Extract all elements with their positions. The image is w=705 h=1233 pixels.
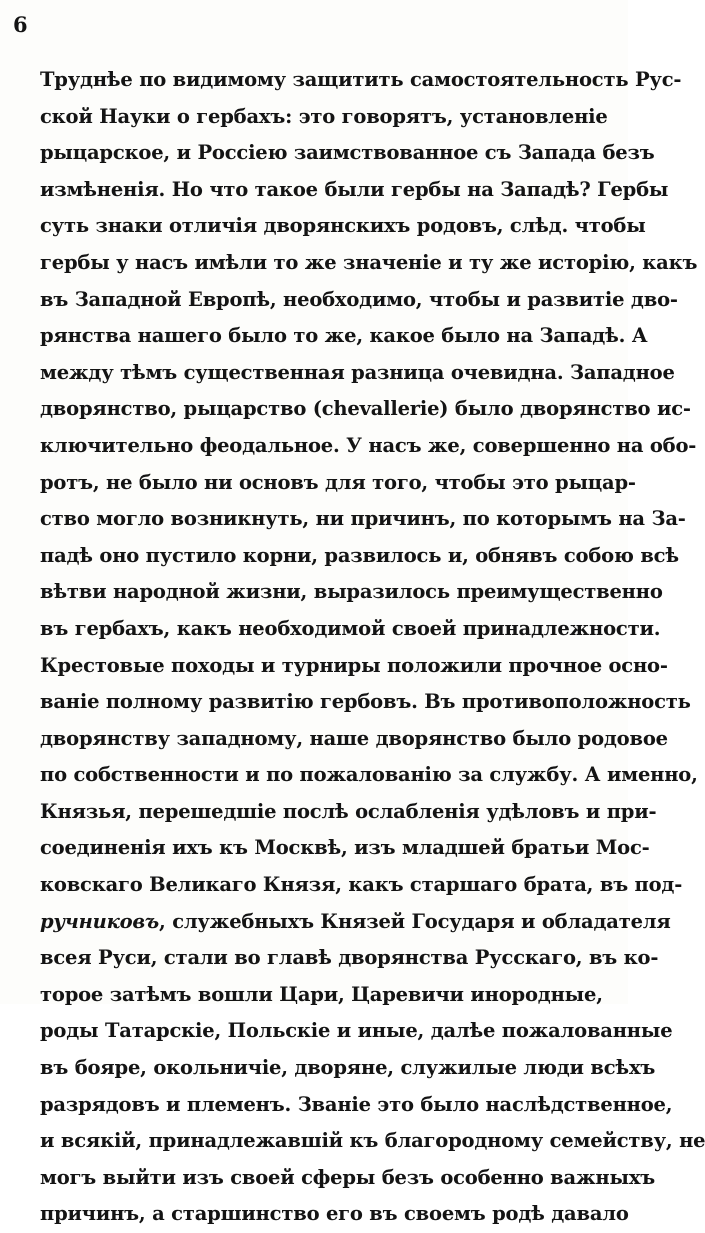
text-line-mixed bbox=[40, 904, 671, 941]
text-line: ключительно феодальное. У насъ же, совершенно на обо- bbox=[40, 433, 697, 457]
text-line: роды Татарскіе, Польскіе и иные, далѣе пожалованные bbox=[40, 1019, 673, 1043]
text-line: дворянство, рыцарство (chevallerie) было дворянство ис- bbox=[40, 397, 691, 421]
text-line: ваніе полному развитію гербовъ. Въ противоположность bbox=[40, 690, 691, 714]
text-line: измѣненія. Но что такое были гербы на Западѣ? Гербы bbox=[40, 177, 669, 201]
text-line: рыцарское, и Россіею заимствованное съ Запада безъ bbox=[40, 141, 655, 165]
text-line: ской Науки о гербахъ: это говорятъ, установленіе bbox=[40, 104, 608, 128]
italic-word: ручниковъ bbox=[40, 909, 160, 933]
text-line: причинъ, а старшинство его въ своемъ родѣ давало bbox=[40, 1202, 629, 1226]
text-line-rest: , служебныхъ Князей Государя и обладателя bbox=[159, 909, 671, 933]
text-line: вѣтви народной жизни, выразилось преимущественно bbox=[40, 580, 663, 604]
text-line: ротъ, не было ни основъ для того, чтобы это рыцар- bbox=[40, 470, 636, 494]
body-text bbox=[40, 62, 705, 1233]
text-line: въ гербахъ, какъ необходимой своей принадлежности. bbox=[40, 616, 661, 640]
text-line: соединенія ихъ къ Москвѣ, изъ младшей братьи Мос- bbox=[40, 836, 650, 860]
text-line: и всякій, принадлежавшій къ благородному семейству, не bbox=[40, 1129, 705, 1153]
text-line: всея Руси, стали во главѣ дворянства Русскаго, въ ко- bbox=[40, 946, 659, 970]
text-line: рянства нашего было то же, какое было на Западѣ. А bbox=[40, 324, 648, 348]
text-line: Крестовые походы и турниры положили прочное осно- bbox=[40, 653, 668, 677]
text-line: ство могло возникнуть, ни причинъ, по которымъ на За- bbox=[40, 507, 686, 531]
text-line: Труднѣе по видимому защитить самостоятельность Рус- bbox=[40, 68, 682, 91]
text-line: дворянству западному, наше дворянство было родовое bbox=[40, 726, 668, 750]
text-line: суть знаки отличія дворянскихъ родовъ, слѣд. чтобы bbox=[40, 214, 646, 238]
text-line: въ бояре, окольничіе, дворяне, служилые люди всѣхъ bbox=[40, 1056, 656, 1080]
text-line: между тѣмъ существенная разница очевидна. Западное bbox=[40, 360, 675, 384]
text-line: торое затѣмъ вошли Цари, Царевичи инородные, bbox=[40, 982, 603, 1006]
text-line: ковскаго Великаго Князя, какъ старшаго брата, въ под- bbox=[40, 873, 683, 897]
text-line: могъ выйти изъ своей сферы безъ особенно важныхъ bbox=[40, 1165, 656, 1189]
text-line: падѣ оно пустило корни, развилось и, обнявъ собою всѣ bbox=[40, 543, 679, 567]
page-number: 6 bbox=[13, 12, 28, 37]
text-line: гербы у насъ имѣли то же значеніе и ту же исторію, какъ bbox=[40, 250, 698, 274]
text-line: разрядовъ и племенъ. Званіе это было наслѣдственное, bbox=[40, 1092, 673, 1116]
text-line: Князья, перешедшіе послѣ ослабленія удѣловъ и при- bbox=[40, 799, 657, 823]
text-line: по собственности и по пожалованію за службу. А именно, bbox=[40, 763, 698, 787]
text-line: въ Западной Европѣ, необходимо, чтобы и развитіе дво- bbox=[40, 287, 678, 311]
